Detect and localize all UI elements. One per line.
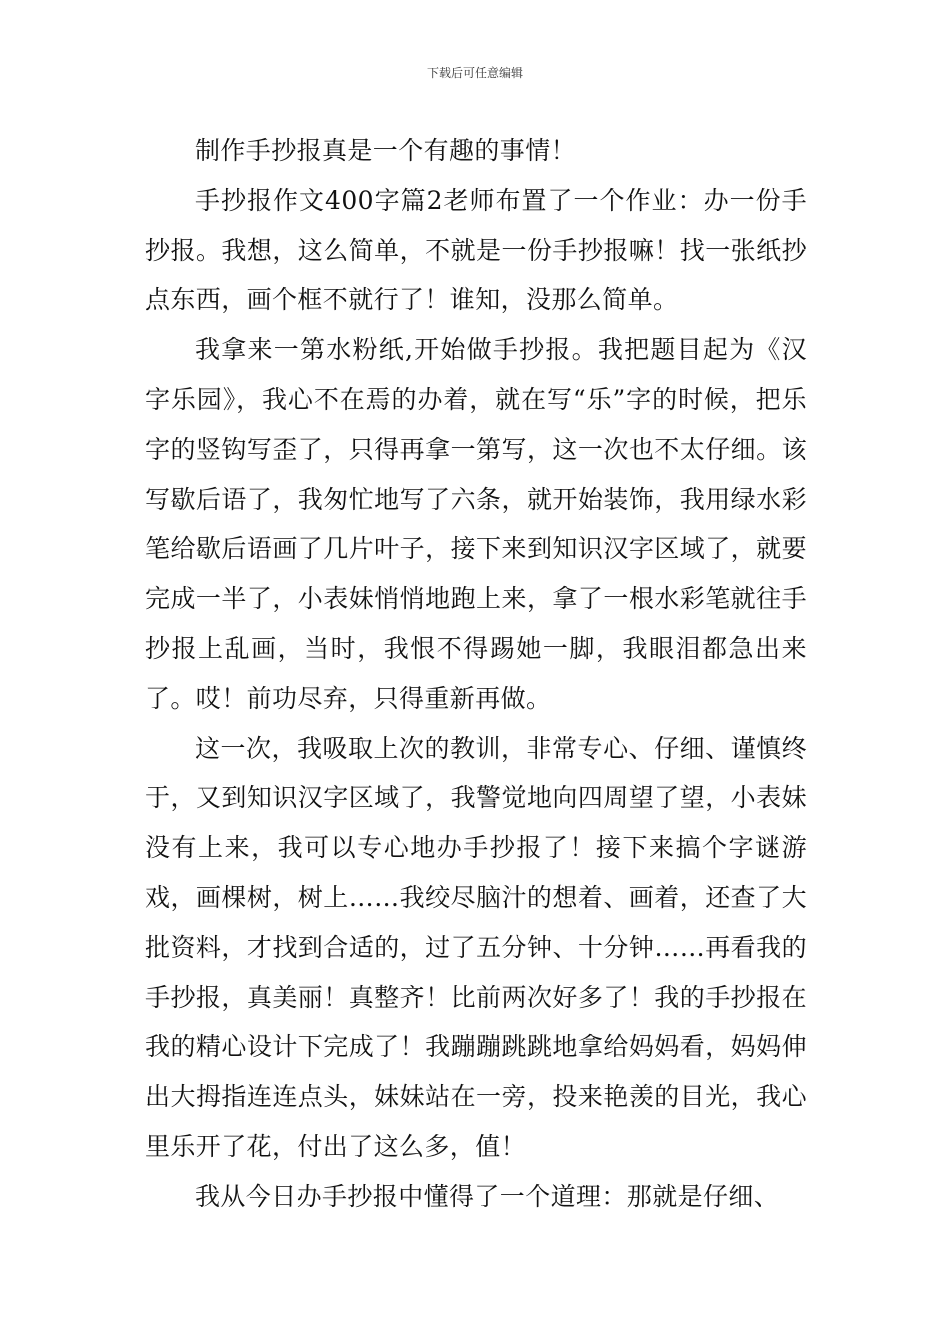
document-body [145,126,807,1222]
header-note: 下载后可任意编辑 [426,66,523,80]
paragraph-second-attempt: 这一次，我吸取上次的教训，非常专心、仔细、谨慎终于，又到知识汉字区域了，我警觉地向四周望了望，小表妹没有上来，我可以专心地办手抄报了！接下来搞个字谜游戏，画棵树，树上……我绞尽脑汁的想着、画着，还查了大批资料，才找到合适的，过了五分钟、十分钟……再看我的手抄报，真美丽！真整齐！比前两次好多了！我的手抄报在我的精心设计下完成了！我蹦蹦跳跳地拿给妈妈看，妈妈伸出大拇指连连点头，妹妹站在一旁，投来艳羡的目光，我心里乐开了花，付出了这么多，值！ [145,733,807,1161]
paragraph-lesson: 我从今日办手抄报中懂得了一个道理：那就是仔细、 [195,1181,780,1211]
paragraph-assignment: 手抄报作文400字篇2老师布置了一个作业：办一份手抄报。我想，这么简单，不就是一份手抄报嘛！找一张纸抄点东西，画个框不就行了！谁知，没那么简单。 [145,185,807,315]
paragraph-closing-line: 制作手抄报真是一个有趣的事情！ [195,136,577,165]
paragraph-first-attempt: 我拿来一第水粉纸,开始做手抄报。我把题目起为《汉字乐园》，我心不在焉的办着，就在写“乐”字的时候，把乐字的竖钩写歪了，只得再拿一第写，这一次也不太仔细。该写歇后语了，我匆忙地写了六条，就开始装饰，我用绿水彩笔给歇后语画了几片叶子，接下来到知识汉字区域了，就要完成一半了，小表妹悄悄地跑上来，拿了一根水彩笔就往手抄报上乱画，当时，我恨不得踢她一脚，我眼泪都急出来了。哎！前功尽弃，只得重新再做。 [145,335,807,713]
